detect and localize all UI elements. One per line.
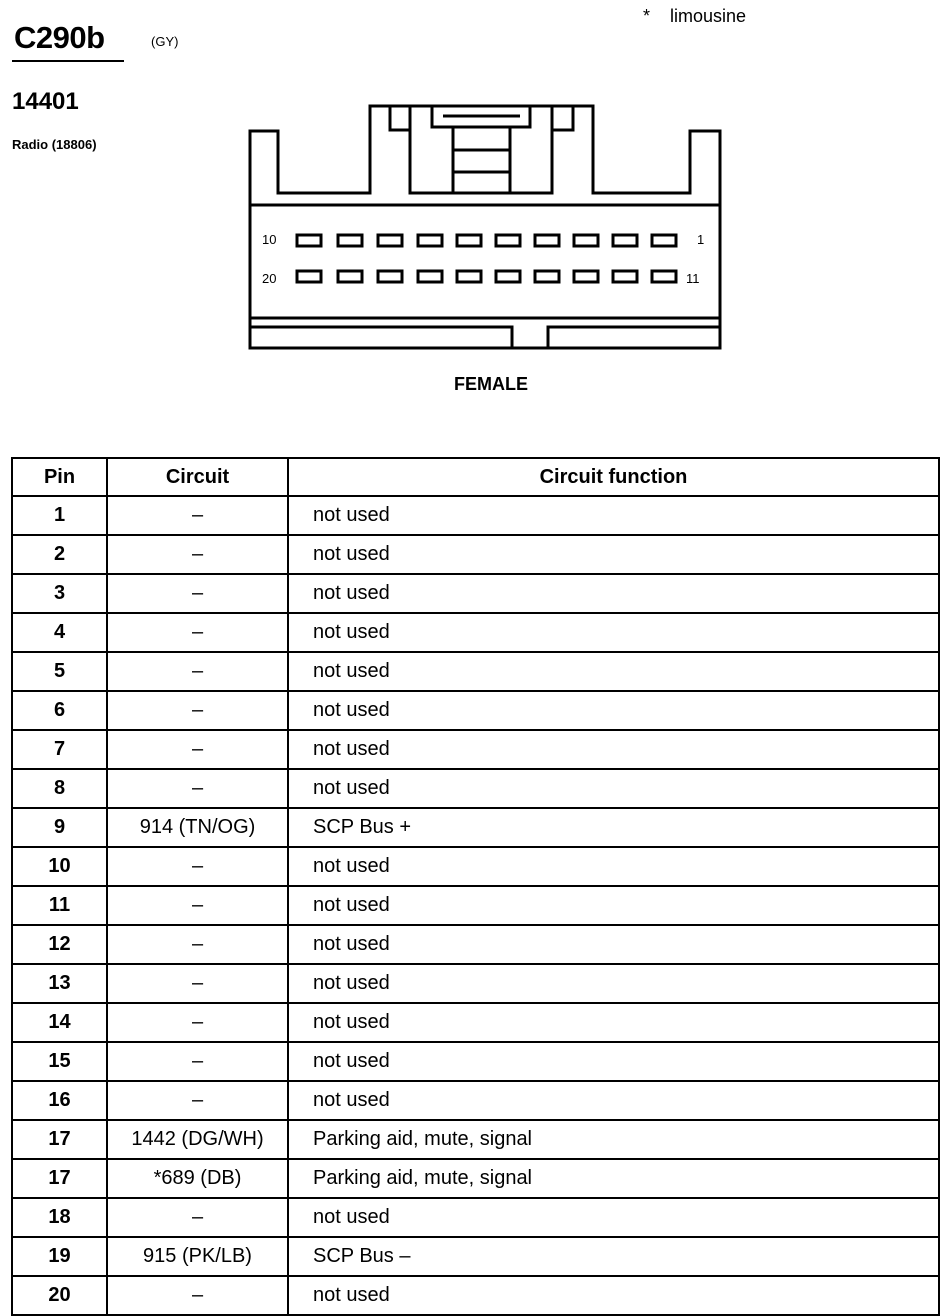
pin-cell: 12 — [12, 925, 107, 964]
header-circuit: Circuit — [107, 458, 288, 496]
pin-cell: 6 — [12, 691, 107, 730]
pin-cell: 8 — [12, 769, 107, 808]
table-row — [12, 964, 939, 1003]
circuit-cell: – — [107, 1276, 288, 1315]
table-row — [12, 1120, 939, 1159]
pin-cell: 14 — [12, 1003, 107, 1042]
table-row — [12, 613, 939, 652]
table-row — [12, 652, 939, 691]
function-cell: Parking aid, mute, signal — [288, 1159, 939, 1198]
pin-cell: 9 — [12, 808, 107, 847]
table-row — [12, 1198, 939, 1237]
table-row — [12, 691, 939, 730]
table-row — [12, 535, 939, 574]
pin-cell: 11 — [12, 886, 107, 925]
header-function: Circuit function — [288, 458, 939, 496]
circuit-cell: – — [107, 769, 288, 808]
pin-cell: 17 — [12, 1159, 107, 1198]
pin-cell: 20 — [12, 1276, 107, 1315]
pin-cell: 4 — [12, 613, 107, 652]
table-row — [12, 847, 939, 886]
pin-cell: 3 — [12, 574, 107, 613]
function-cell: not used — [288, 1198, 939, 1237]
function-cell: not used — [288, 964, 939, 1003]
circuit-cell: – — [107, 613, 288, 652]
function-cell: not used — [288, 1081, 939, 1120]
function-cell: not used — [288, 769, 939, 808]
function-cell: not used — [288, 496, 939, 535]
function-cell: not used — [288, 691, 939, 730]
function-cell: not used — [288, 1003, 939, 1042]
function-cell: not used — [288, 1276, 939, 1315]
circuit-cell: – — [107, 847, 288, 886]
circuit-cell: – — [107, 691, 288, 730]
pin-cavities — [297, 235, 676, 282]
function-cell: not used — [288, 1042, 939, 1081]
connector-key-ledge — [250, 318, 720, 348]
pin-label-1: 1 — [697, 232, 705, 247]
circuit-cell: – — [107, 496, 288, 535]
connector-face-diagram — [0, 0, 951, 372]
table-row — [12, 808, 939, 847]
function-cell: not used — [288, 652, 939, 691]
pinout-table — [11, 457, 940, 1316]
connector-id: C290b — [14, 20, 105, 55]
function-cell: not used — [288, 730, 939, 769]
connector-color: (GY) — [151, 34, 179, 49]
function-cell: SCP Bus – — [288, 1237, 939, 1276]
circuit-cell: – — [107, 1003, 288, 1042]
table-row — [12, 925, 939, 964]
table-row — [12, 496, 939, 535]
circuit-cell: – — [107, 574, 288, 613]
function-cell: SCP Bus + — [288, 808, 939, 847]
pin-cell: 2 — [12, 535, 107, 574]
pin-cell: 13 — [12, 964, 107, 1003]
table-row — [12, 730, 939, 769]
function-cell: not used — [288, 535, 939, 574]
table-row — [12, 1081, 939, 1120]
function-cell: not used — [288, 847, 939, 886]
part-description: Radio (18806) — [12, 137, 97, 152]
circuit-cell: – — [107, 1042, 288, 1081]
function-cell: not used — [288, 886, 939, 925]
pin-cell: 7 — [12, 730, 107, 769]
function-cell: not used — [288, 574, 939, 613]
header-pin: Pin — [12, 458, 107, 496]
pin-cell: 5 — [12, 652, 107, 691]
circuit-cell: 1442 (DG/WH) — [107, 1120, 288, 1159]
table-header-row — [12, 458, 939, 496]
table-row — [12, 1237, 939, 1276]
circuit-cell: – — [107, 1198, 288, 1237]
pin-label-20: 20 — [262, 271, 277, 286]
pin-label-10: 10 — [262, 232, 277, 247]
connector-housing — [250, 106, 720, 348]
pin-cell: 15 — [12, 1042, 107, 1081]
connector-latch — [390, 106, 573, 193]
circuit-cell: *689 (DB) — [107, 1159, 288, 1198]
pin-cell: 19 — [12, 1237, 107, 1276]
pin-cell: 17 — [12, 1120, 107, 1159]
table-row — [12, 1003, 939, 1042]
table-row — [12, 1042, 939, 1081]
function-cell: not used — [288, 613, 939, 652]
table-row — [12, 886, 939, 925]
pin-cell: 16 — [12, 1081, 107, 1120]
circuit-cell: – — [107, 535, 288, 574]
connector-gender: FEMALE — [454, 374, 528, 394]
circuit-cell: – — [107, 964, 288, 1003]
pin-cell: 10 — [12, 847, 107, 886]
circuit-cell: – — [107, 652, 288, 691]
footnote-marker: * — [643, 6, 651, 26]
pin-cell: 1 — [12, 496, 107, 535]
function-cell: not used — [288, 925, 939, 964]
circuit-cell: – — [107, 925, 288, 964]
circuit-cell: 915 (PK/LB) — [107, 1237, 288, 1276]
table-row — [12, 769, 939, 808]
part-number: 14401 — [12, 88, 79, 115]
circuit-cell: – — [107, 886, 288, 925]
circuit-cell: – — [107, 730, 288, 769]
function-cell: Parking aid, mute, signal — [288, 1120, 939, 1159]
pin-label-11: 11 — [686, 271, 700, 286]
pin-cell: 18 — [12, 1198, 107, 1237]
table-row — [12, 1276, 939, 1315]
circuit-cell: 914 (TN/OG) — [107, 808, 288, 847]
table-row — [12, 574, 939, 613]
circuit-cell: – — [107, 1081, 288, 1120]
table-row — [12, 1159, 939, 1198]
footnote-text: limousine — [670, 6, 747, 26]
